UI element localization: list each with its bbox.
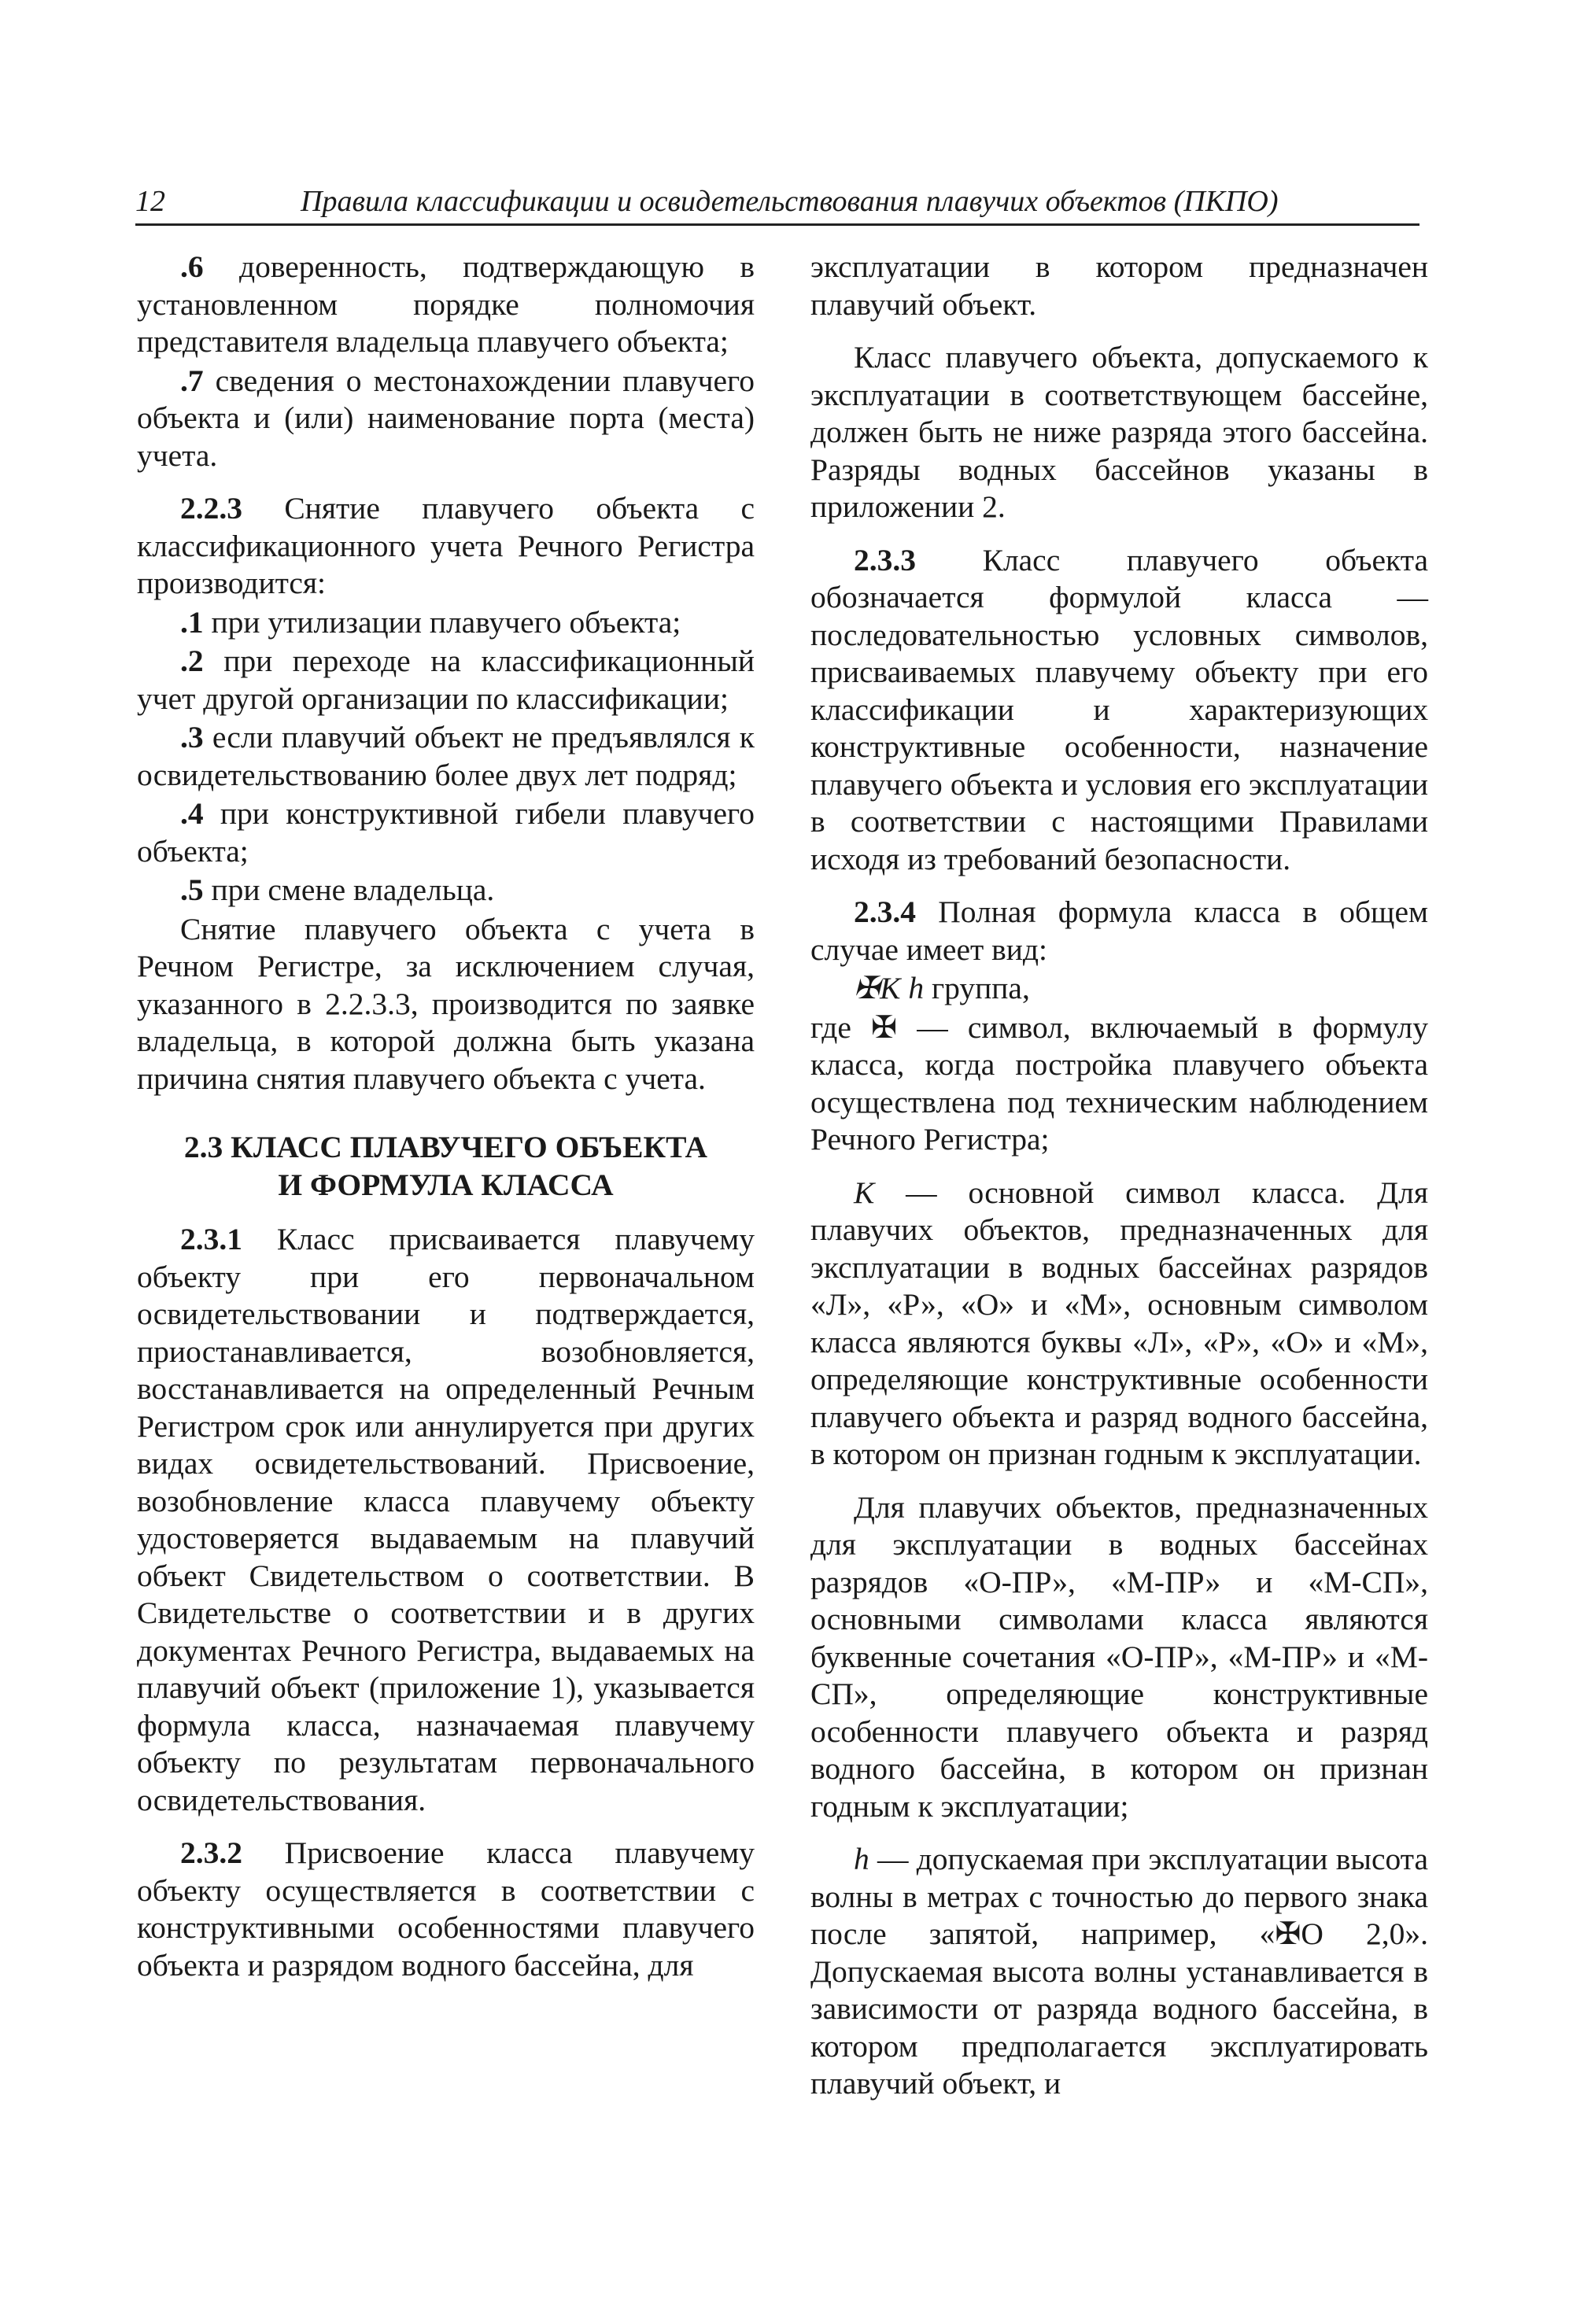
item-text: при смене владельца. [203, 872, 495, 907]
clause-number: 2.2.3 [180, 491, 242, 526]
clause-text: Класс плавучего объекта обозначается формулой класса — последовательностью условных символов, присваиваемых плавучему объекту при его классификации и характеризующих конструктивные особенности, назначение плавучего объекта и условия его эксплуатации в соответствии с настоящими Правилами исходя из требований безопасности. [810, 542, 1428, 876]
definition-text: — допускаемая при эксплуатации высота волны в метрах с точностью до первого знака после запятой, например, «✠О 2,0». Допускаемая высота волны устанавливается в зависимости от разряда водного бассейна, в котором предполагается эксплуатировать плавучий объект, и [810, 1842, 1428, 2101]
section-heading [137, 1129, 755, 1204]
clause-2-3-2 [137, 1835, 755, 1984]
formula-symbols: ✠K h [854, 971, 925, 1005]
item-number: .3 [180, 720, 204, 754]
item-text: сведения о местонахождении плавучего объекта и (или) наименование порта (места) учета. [137, 363, 755, 473]
item-number: .6 [180, 249, 204, 284]
paragraph: где ✠ — символ, включаемый в формулу класса, когда постройка плавучего объекта осуществлена под техническим наблюдением Речного Регистра; [810, 1009, 1428, 1156]
list-item [137, 643, 755, 717]
class-formula [810, 970, 1428, 1008]
paragraph: Снятие плавучего объекта с учета в Речном Регистре, за исключением случая, указанного в 2.2.3.3, производится по заявке владельца, в которой должна быть указана причина снятия плавучего объекта с учета. [137, 911, 755, 1096]
list-item [137, 719, 755, 794]
clause-number: 2.3.2 [180, 1835, 242, 1870]
item-number: .4 [180, 796, 204, 831]
definition-k [810, 1175, 1428, 1474]
paragraph: Класс плавучего объекта, допускаемого к эксплуатации в соответствующем бассейне, должен быть не ниже разряда этого бассейна. Разряды водных бассейнов указаны в приложении 2. [810, 340, 1428, 524]
clause-2-3-1 [137, 1221, 755, 1819]
item-text: при утилизации плавучего объекта; [203, 604, 681, 640]
list-item [137, 795, 755, 870]
clause-text: Полная формула класса в общем случае имеет вид: [810, 895, 1428, 967]
left-column [137, 249, 755, 2000]
formula-text: группа, [924, 971, 1030, 1005]
clause-number: 2.3.3 [854, 542, 916, 577]
clause-text: Снятие плавучего объекта с классификационного учета Речного Регистра производится: [137, 491, 755, 600]
item-number: .7 [180, 363, 204, 398]
right-column [810, 249, 1428, 2119]
clause-2-2-3 [137, 490, 755, 603]
heading-line: И ФОРМУЛА КЛАССА [278, 1167, 614, 1202]
item-text: если плавучий объект не предъявлялся к освидетельствованию более двух лет подряд; [137, 720, 755, 792]
definition-text: — основной символ класса. Для плавучих объектов, предназначенных для эксплуатации в водных бассейнах разрядов «Л», «Р», «О» и «М», основным символом класса являются буквы «Л», «Р», «О» и «М», определяющие конструктивные особенности плавучего объекта и разряд водного бассейна, в котором он признан годным к эксплуатации. [810, 1175, 1428, 1471]
item-number: .5 [180, 872, 204, 907]
clause-number: 2.3.4 [854, 895, 916, 929]
clause-2-3-3 [810, 542, 1428, 879]
item-text: при переходе на классификационный учет другой организации по классификации; [137, 644, 755, 716]
heading-line: 2.3 КЛАСС ПЛАВУЧЕГО ОБЪЕКТА [183, 1130, 708, 1164]
page-number: 12 [135, 185, 165, 218]
running-title: Правила классификации и освидетельствования плавучих объектов (ПКПО) [301, 185, 1279, 218]
list-item [137, 249, 755, 361]
item-number: .2 [180, 644, 204, 678]
list-item [137, 604, 755, 642]
symbol: h [854, 1842, 869, 1876]
clause-text: Присвоение класса плавучему объекту осуществляется в соответствии с конструктивными особенностями плавучего объекта и разрядом водного бассейна, для [137, 1835, 755, 1983]
item-number: .1 [180, 604, 204, 640]
clause-number: 2.3.1 [180, 1222, 242, 1256]
clause-text: Класс присваивается плавучему объекту при его первоначальном освидетельствовании и подтверждается, приостанавливается, возобновляется, восстанавливается на определенный Речным Регистром срок или аннулируется при других видах освидетельствований. Присвоение, возобновление класса плавучему объекту удостоверяется выдаваемым на плавучий объект Свидетельством о соответствии. В Свидетельстве о соответствии и в других документах Речного Регистра, выдаваемых на плавучий объект (приложение 1), указывается формула класса, назначаемая плавучему объекту по результатам первоначального освидетельствования. [137, 1222, 755, 1817]
running-header [135, 183, 1419, 226]
clause-2-3-4 [810, 894, 1428, 968]
list-item [137, 363, 755, 475]
paragraph: Для плавучих объектов, предназначенных для эксплуатации в водных бассейнах разрядов «О-ПР», «М-ПР» и «М-СП», основными символами класса являются буквенные сочетания «О-ПР», «М-ПР» и «М-СП», определяющие конструктивные особенности плавучего объекта и разряд водного бассейна, в котором он признан годным к эксплуатации; [810, 1489, 1428, 1824]
paragraph: эксплуатации в котором предназначен плавучий объект. [810, 249, 1428, 322]
list-item [137, 872, 755, 909]
item-text: при конструктивной гибели плавучего объекта; [137, 796, 755, 869]
item-text: доверенность, подтверждающую в установленном порядке полномочия представителя владельца плавучего объекта; [137, 249, 755, 359]
symbol: K [854, 1175, 875, 1210]
definition-h [810, 1841, 1428, 2103]
